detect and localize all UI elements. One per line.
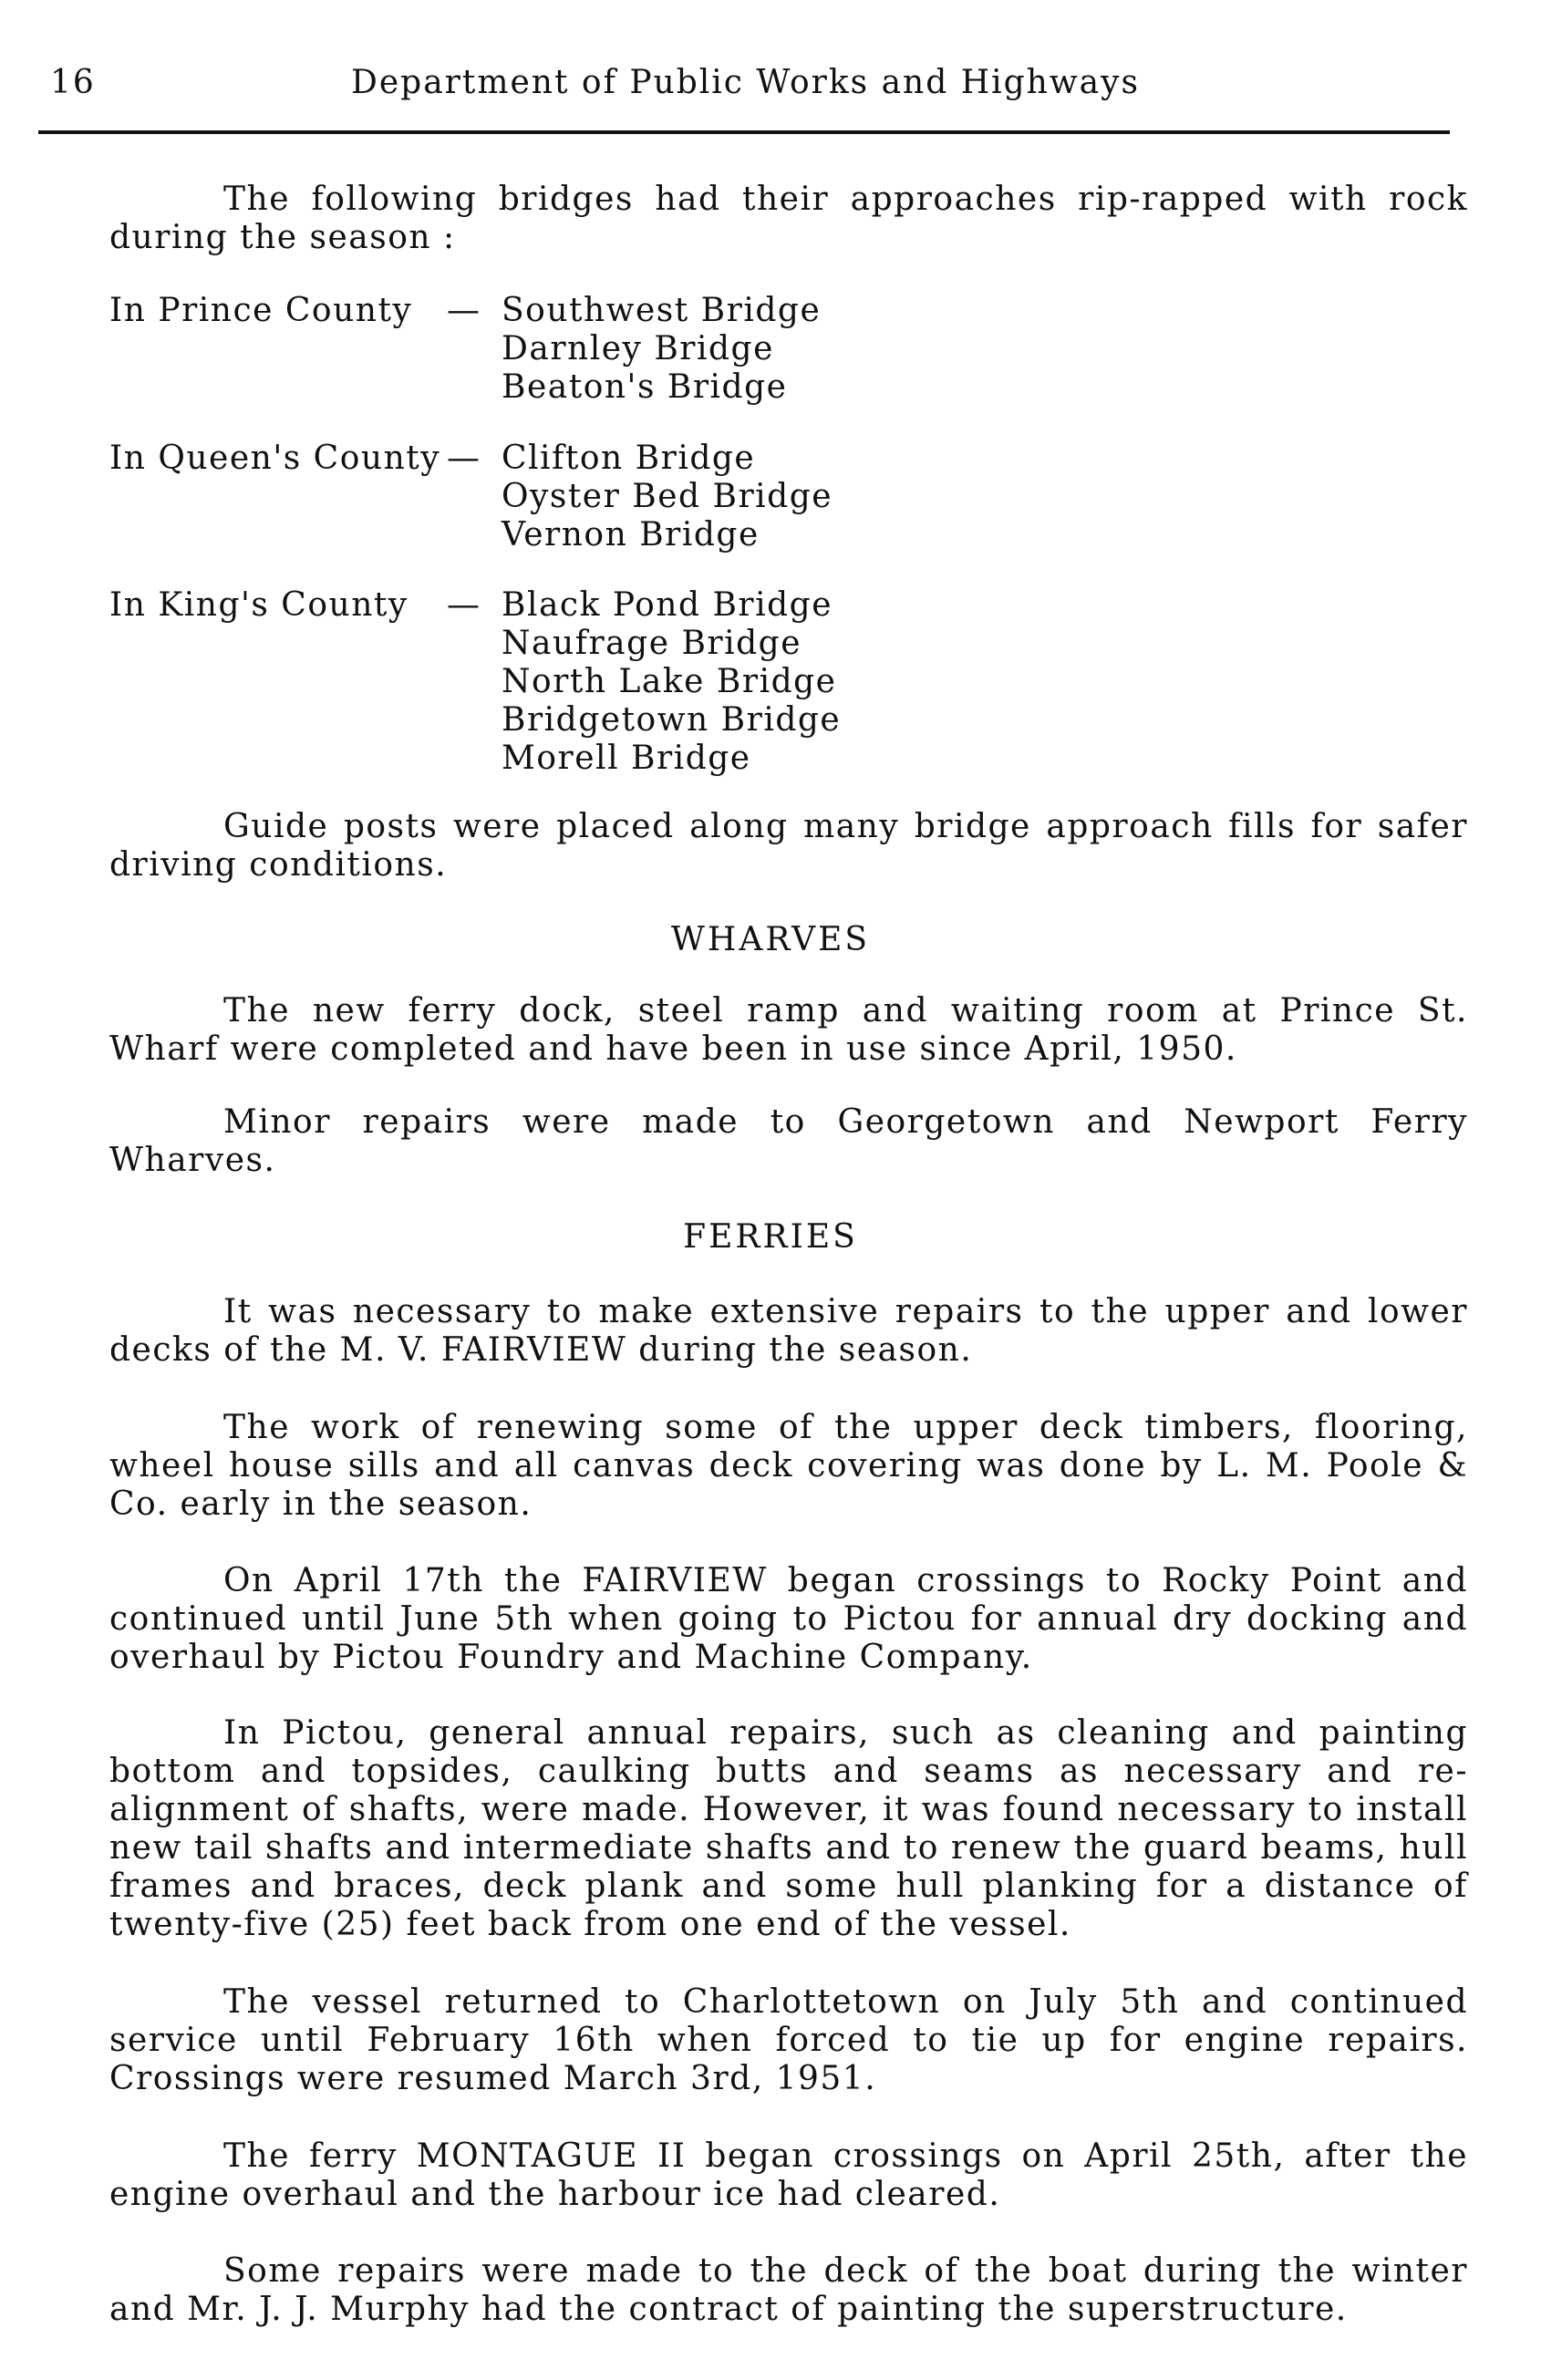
header-rule: [38, 130, 1450, 134]
county-kings: [109, 586, 1477, 782]
ferries-paragraph-2: The work of renewing some of the upper deck timbers, flooring, wheel house sills and all canvas deck covering was done by L. M. Poole & Co. early in the season.: [109, 1409, 1468, 1523]
list-item: Southwest Bridge: [502, 292, 822, 329]
list-item: Clifton Bridge: [502, 440, 756, 477]
ferries-heading: FERRIES: [683, 1218, 858, 1256]
ferries-paragraph-7: Some repairs were made to the deck of the boat during the winter and Mr. J. J. Murphy had the contract of painting the superstructure.: [109, 2252, 1468, 2328]
list-item: Morell Bridge: [502, 740, 751, 777]
county-queens: [109, 440, 1477, 558]
guide-posts-paragraph: Guide posts were placed along many bridge approach fills for safer driving conditions.: [109, 808, 1468, 884]
page-number: 16: [50, 64, 96, 101]
intro-paragraph: The following bridges had their approaches rip-rapped with rock during the season :: [109, 181, 1468, 256]
page-header: [50, 64, 1454, 128]
list-item: Darnley Bridge: [502, 330, 774, 367]
ferries-paragraph-5: The vessel returned to Charlottetown on July 5th and continued service until February 16th when forced to tie up for engine repairs. Crossings were resumed March 3rd, 1951.: [109, 1983, 1468, 2097]
list-item: Naufrage Bridge: [502, 625, 802, 662]
ferries-paragraph-6: The ferry MONTAGUE II began crossings on April 25th, after the engine overhaul and the harbour ice had cleared.: [109, 2137, 1468, 2213]
county-label: In Prince County: [109, 292, 413, 329]
list-item: Bridgetown Bridge: [502, 701, 842, 739]
ferries-paragraph-4: In Pictou, general annual repairs, such as cleaning and painting bottom and topsides, caulking butts and seams as necessary and re-alignment of shafts, were made. However, it was found necessary to install new tail shafts and intermediate shafts and to renew the guard beams, hull frames and braces, deck plank and some hull planking for a distance of twenty-five (25) feet back from one end of the vessel.: [109, 1714, 1468, 1943]
ferries-paragraph-3: On April 17th the FAIRVIEW began crossings to Rocky Point and continued until June 5th when going to Pictou for annual dry docking and overhaul by Pictou Foundry and Machine Company.: [109, 1562, 1468, 1676]
county-label: In Queen's County: [109, 440, 441, 477]
list-item: Beaton's Bridge: [502, 368, 788, 406]
list-item: Vernon Bridge: [502, 516, 760, 554]
list-item: Oyster Bed Bridge: [502, 478, 833, 515]
county-dash: —: [447, 440, 481, 477]
running-title: Department of Public Works and Highways: [351, 64, 1140, 101]
ferries-paragraph-1: It was necessary to make extensive repairs to the upper and lower decks of the M. V. FAIRVIEW during the season.: [109, 1293, 1468, 1369]
list-item: Black Pond Bridge: [502, 586, 833, 624]
county-prince: [109, 292, 1477, 410]
wharves-heading: WHARVES: [670, 921, 871, 958]
wharves-paragraph-2: Minor repairs were made to Georgetown and Newport Ferry Wharves.: [109, 1103, 1468, 1179]
wharves-paragraph-1: The new ferry dock, steel ramp and waiting room at Prince St. Wharf were completed and have been in use since April, 1950.: [109, 992, 1468, 1068]
bridge-list: [502, 586, 841, 778]
county-dash: —: [447, 292, 481, 329]
list-item: North Lake Bridge: [502, 663, 837, 700]
bridge-list: [502, 292, 821, 407]
bridge-list: [502, 440, 833, 554]
county-dash: —: [447, 586, 481, 624]
county-label: In King's County: [109, 586, 409, 624]
